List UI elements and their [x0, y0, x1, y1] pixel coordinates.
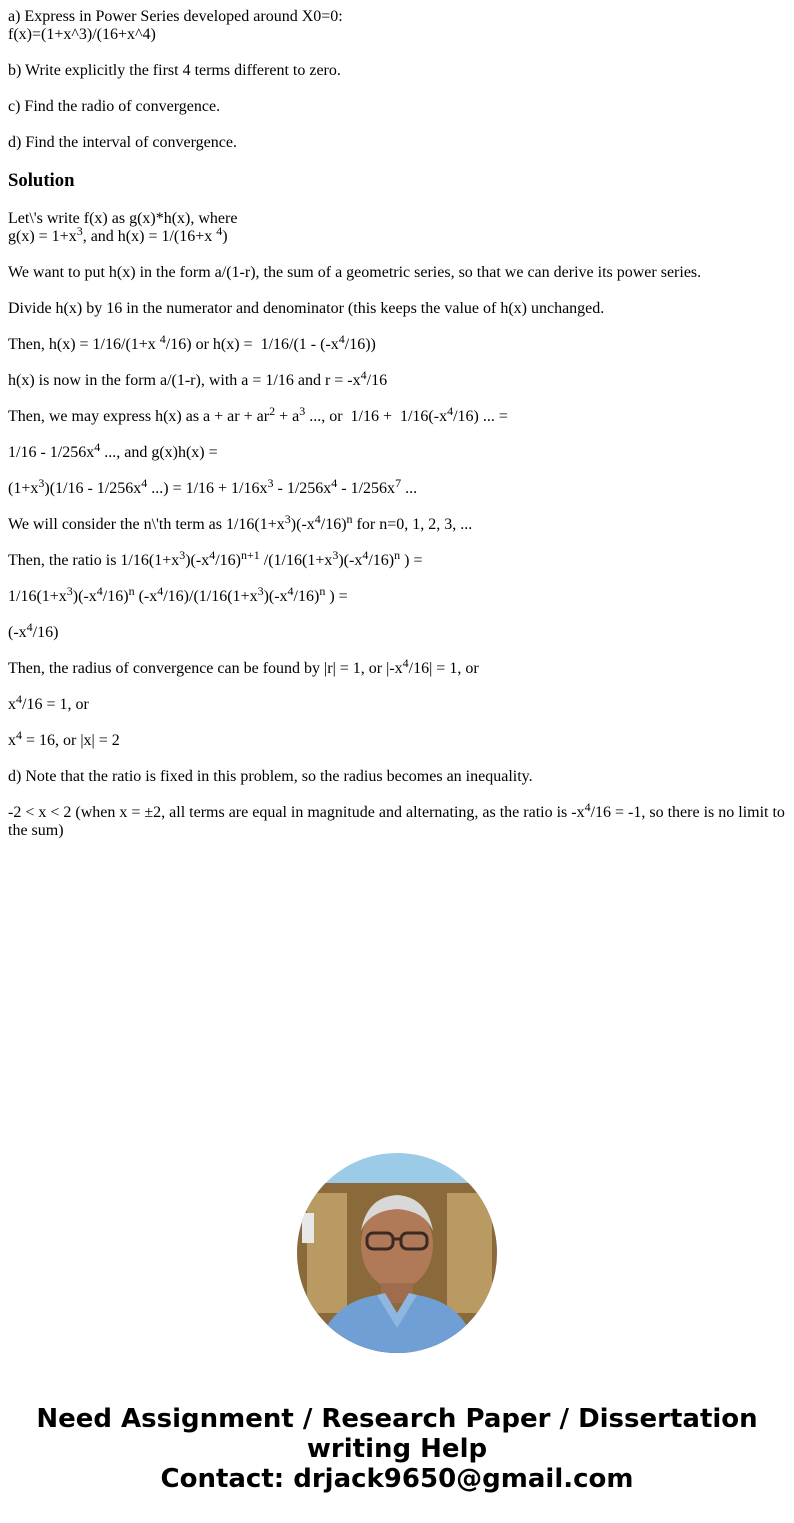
solution-intro [8, 210, 788, 246]
footer-banner [0, 1404, 794, 1494]
solution-divide: Divide h(x) by 16 in the numerator and denominator (this keeps the value of h(x) unchanged. [8, 300, 605, 317]
solution-intro-text: Let\'s write f(x) as g(x)*h(x), where [8, 210, 238, 227]
document-body [8, 8, 788, 858]
question-a-line2: f(x)=(1+x^3)/(16+x^4) [8, 26, 156, 43]
solution-series: $1/16 - 1/256x^4$ ..., and g(x)h(x) = [8, 440, 218, 461]
solution-ratio: Then, the ratio is $1/16(1+x^3)(-x^4/16)^{n+1}$ $/(1/16(1+x^3)(-x^4/16)^n$ ) = [8, 548, 423, 569]
footer-line1: Need Assignment / Research Paper / Dissertation [36, 1404, 758, 1434]
avatar [297, 1153, 497, 1353]
solution-nth-term: We will consider the n\'th term as $1/16(1+x^3)(-x^4/16)^n$ for n=0, 1, 2, 3, ... [8, 512, 473, 533]
question-a [8, 8, 788, 44]
solution-radius-step2: $x^4 = 16$, or |x| = 2 [8, 728, 120, 749]
question-b: b) Write explicitly the first 4 terms different to zero. [8, 62, 341, 79]
solution-interval: -2 < x < 2 (when x = ±2, all terms are equal in magnitude and alternating, as the ratio is $-x^4/16 = -1$, so there is no limit to the sum) [8, 800, 785, 839]
solution-product: $(1+x^3)(1/16 - 1/256x^4$ ...) = $1/16 + 1/16x^3 - 1/256x^4 - 1/256x^7$ ... [8, 476, 418, 497]
footer-contact: Contact: drjack9650@gmail.com [160, 1464, 634, 1494]
avatar-portrait [297, 1153, 497, 1353]
question-a-line1: a) Express in Power Series developed around X0=0: [8, 8, 343, 25]
gh-definition: $g(x) = 1+x^3$, and h(x) = 1/(16+x $^4$) [8, 224, 228, 245]
question-d: d) Find the interval of convergence. [8, 134, 237, 151]
footer-line2: writing Help [306, 1434, 488, 1464]
question-c: c) Find the radio of convergence. [8, 98, 221, 115]
solution-radius: Then, the radius of convergence can be found by |r| = 1, or $|-x^4/16| = 1$, or [8, 656, 479, 677]
solution-geometric: We want to put h(x) in the form a/(1-r), the sum of a geometric series, so that we can derive its power series. [8, 264, 702, 281]
solution-step-h: Then, h(x) = 1/16/(1+x $^4$/16) or $h(x) = 1/16/(1 - (-x^4/16))$ [8, 332, 376, 353]
solution-radius-step1: $x^4/16 = 1$, or [8, 692, 89, 713]
solution-ratio-result: $(-x^4/16)$ [8, 620, 59, 641]
solution-express: Then, we may express h(x) as a + ar + $ar^2 + a^3$ ..., or $1/16 + 1/16(-x^4/16)$ ... = [8, 404, 508, 425]
solution-ratio-expanded: $1/16(1+x^3)(-x^4/16)^n$ $(-x^4/16)/(1/16(1+x^3)(-x^4/16)^n$ ) = [8, 584, 348, 605]
solution-interval-note: d) Note that the ratio is fixed in this problem, so the radius becomes an inequality. [8, 768, 533, 785]
solution-heading: Solution [8, 170, 75, 191]
solution-form: h(x) is now in the form a/(1-r), with a = 1/16 and $r = -x^4/16$ [8, 368, 388, 389]
